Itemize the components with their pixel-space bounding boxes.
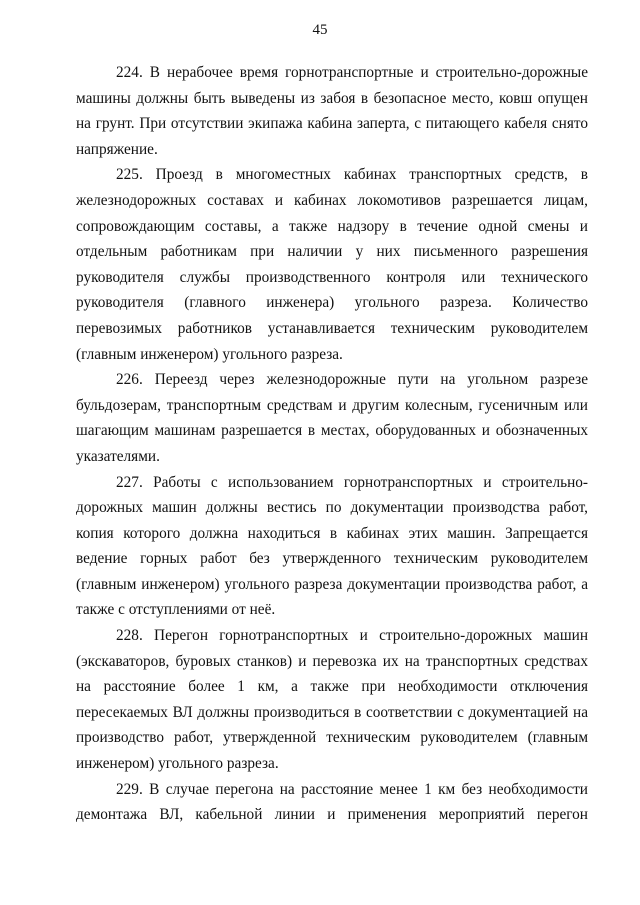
- paragraph-number: 229.: [116, 780, 143, 798]
- document-body: [76, 60, 588, 828]
- paragraph-224: [76, 60, 588, 162]
- paragraph-226: [76, 367, 588, 469]
- paragraph-number: 227.: [116, 473, 143, 491]
- paragraph-229: [76, 777, 588, 828]
- paragraph-text: В нерабочее время горнотранспортные и строительно-дорожные машины должны быть выведены из забоя в безопасное место, ковш опущен на грунт. При отсутствии экипажа кабина заперта, с питающего кабеля снято напряжение.: [76, 64, 588, 158]
- paragraph-225: [76, 162, 588, 367]
- paragraph-number: 226.: [116, 371, 143, 389]
- paragraph-227: [76, 470, 588, 624]
- paragraph-text: Проезд в многоместных кабинах транспортных средств, в железнодорожных составах и кабинах локомотивов разрешается лицам, сопровождающим составы, а также надзору в течение одной смены и отдельным работникам при наличии у них письменного разрешения руководителя службы производственного контроля или технического руководителя (главного инженера) угольного разреза. Количество перевозимых работников устанавливается техническим руководителем (главным инженером) угольного разреза.: [76, 166, 588, 363]
- page-number: 45: [312, 22, 328, 38]
- paragraph-text: В случае перегона на расстояние менее 1 км без необходимости демонтажа ВЛ, кабельной линии и применения мероприятий перегон: [76, 780, 588, 824]
- paragraph-number: 225.: [116, 166, 143, 184]
- paragraph-228: [76, 623, 588, 777]
- paragraph-text: Перегон горнотранспортных и строительно-дорожных машин (экскаваторов, буровых станков) и перевозка их на транспортных средствах на расстояние более 1 км, а также при необходимости отключения пересекаемых ВЛ должны производиться в соответствии с документацией на производство работ, утвержденной техническим руководителем (главным инженером) угольного разреза.: [76, 627, 589, 773]
- paragraph-text: Работы с использованием горнотранспортных и строительно-дорожных машин должны вестись по документации производства работ, копия которого должна находиться в кабинах этих машин. Запрещается ведение горных работ без утвержденного техническим руководителем (главным инженером) угольного разреза документации производства работ, а также с отступлениями от неё.: [76, 473, 588, 619]
- paragraph-text: Переезд через железнодорожные пути на угольном разрезе бульдозерам, транспортным средствам и другим колесным, гусеничным или шагающим машинам разрешается в местах, оборудованных и обозначенных указателями.: [76, 371, 588, 465]
- paragraph-number: 228.: [116, 627, 143, 645]
- paragraph-number: 224.: [116, 64, 143, 81]
